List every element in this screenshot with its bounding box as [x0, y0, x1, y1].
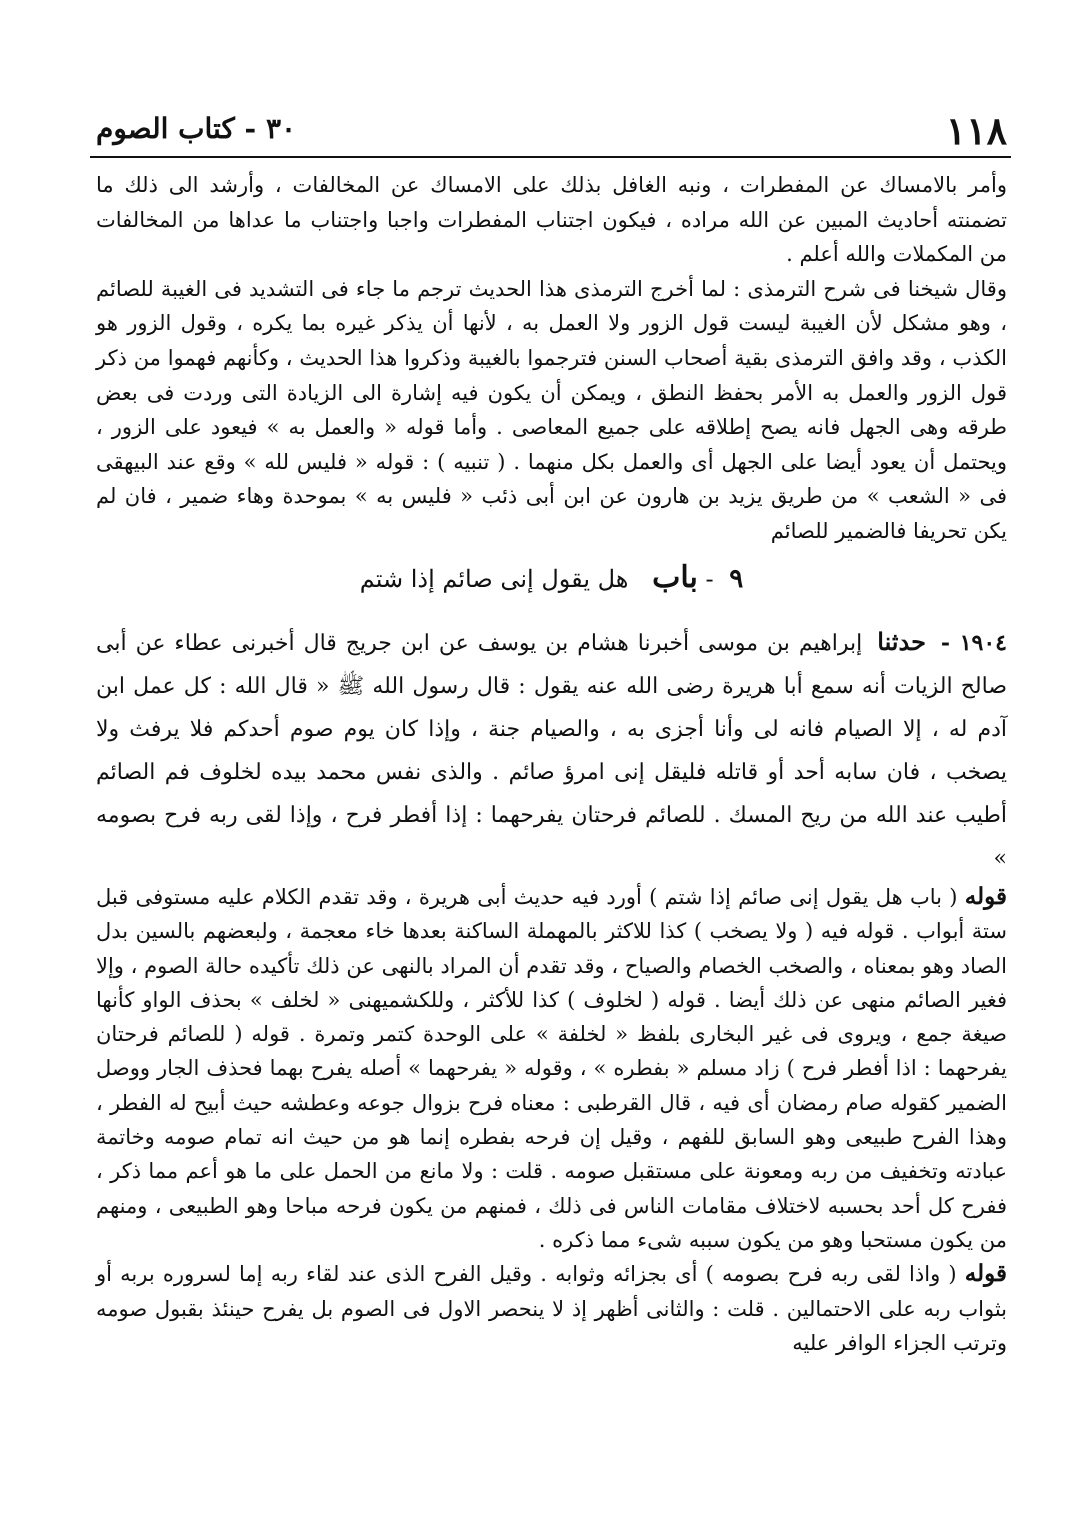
chapter-dash: -: [705, 565, 714, 593]
header-divider: [90, 156, 1011, 158]
sharh-paragraph: [96, 1257, 1007, 1360]
commentary-block: [96, 168, 1007, 549]
page-header: [96, 108, 1007, 152]
hadith-haddathana: حدثنا: [877, 627, 926, 656]
hadith-text-paragraph: [96, 620, 1007, 880]
hadith-number: ١٩٠٤ -: [940, 630, 1007, 656]
chapter-number: ٩: [729, 564, 744, 594]
sharh-text: ( باب هل يقول إنى صائم إذا شتم ) أورد فيه حديث أبى هريرة ، وقد تقدم الكلام عليه مستوفى قبل ستة أبواب . قوله فيه ( ولا يصخب ) كذا للاكثر بالمهملة الساكنة بعدها خاء معجمة ، ولبعضهم بالسين بدل الصاد وهو بمعناه ، والصخب الخصام والصياح ، وقد تقدم أن المراد بالنهى عن ذلك تأكيده حالة الصوم ، وإلا فغير الصائم منهى عن ذلك أيضا . قوله ( لخلوف ) كذا للأكثر ، وللكشميهنى « لخلف » بحذف الواو كأنها صيغة جمع ، ويروى فى غير البخارى بلفظ « لخلفة » على الوحدة كتمر وتمرة . قوله ( للصائم فرحتان يفرحهما : اذا أفطر فرح ) زاد مسلم « بفطره » ، وقوله « يفرحهما » أصله يفرح بهما فحذف الجار ووصل الضمير كقوله صام رمضان أى فيه ، قال القرطبى : معناه فرح بزوال جوعه وعطشه حيث أبيح له الفطر ، وهذا الفرح طبيعى وهو السابق للفهم ، وقيل إن فرحه بفطره إنما هو من حيث انه تمام صومه وخاتمة عبادته وتخفيف من ربه ومعونة على مستقبل صومه . قلت : ولا مانع من الحمل على ما هو أعم مما ذكر ، ففرح كل أحد بحسبه لاختلاف مقامات الناس فى ذلك ، فمنهم من يكون فرحه مباحا وهو الطبيعى ، ومنهم من يكون مستحبا وهو من يكون سببه شىء مما ذكره .: [96, 885, 1007, 1252]
sharh-text: ( واذا لقى ربه فرح بصومه ) أى بجزائه وثوابه . وقيل الفرح الذى عند لقاء ربه إما لسروره بربه أو بثواب ربه على الاحتمالين . قلت : والثانى أظهر إذ لا ينحصر الاول فى الصوم بل يفرح حينئذ بقبول صومه وترتب الجزاء الوافر عليه: [96, 1262, 1007, 1355]
chapter-title: هل يقول إنى صائم إذا شتم: [359, 565, 629, 593]
chapter-word: باب: [652, 560, 698, 595]
chapter-heading: [96, 560, 1007, 604]
commentary-paragraph: وقال شيخنا فى شرح الترمذى : لما أخرج الترمذى هذا الحديث ترجم ما جاء فى التشديد فى الغيبة للصائم ، وهو مشكل لأن الغيبة ليست قول الزور ولا العمل به ، لأنها أن يذكر غيره بما يكره ، وقول الزور هو الكذب ، وقد وافق الترمذى بقية أصحاب السنن فترجموا بالغيبة وذكروا هذا الحديث ، وكأنهم فهموا من ذكر قول الزور والعمل به الأمر بحفظ النطق ، ويمكن أن يكون فيه إشارة الى الزيادة التى وردت فى بعض طرقه وهى الجهل فانه يصح إطلاقه على جميع المعاصى . وأما قوله « والعمل به » فيعود على الزور ، ويحتمل أن يعود أيضا على الجهل أى والعمل بكل منهما . ( تنبيه ) : قوله « فليس لله » وقع عند البيهقى فى « الشعب » من طريق يزيد بن هارون عن ابن أبى ذئب « فليس به » بموحدة وهاء ضمير ، فان لم يكن تحريفا فالضمير للصائم: [96, 276, 1007, 543]
running-title: ٣٠ - كتاب الصوم: [96, 112, 297, 145]
sharh-block: [96, 880, 1007, 1360]
commentary-paragraph: وأمر بالامساك عن المفطرات ، ونبه الغافل بذلك على الامساك عن المخالفات ، وأرشد الى ذلك ما تضمنته أحاديث المبين عن الله مراده ، فيكون اجتناب المفطرات واجبا واجتناب ما عداها من المخالفات من المكملات والله أعلم .: [96, 173, 1007, 267]
sharh-lead-word: قوله: [964, 883, 1007, 910]
page-number: ١١٨: [945, 108, 1007, 153]
hadith-text: إبراهيم بن موسى أخبرنا هشام بن يوسف عن ابن جريج قال أخبرنى عطاء عن أبى صالح الزيات أنه سمع أبا هريرة رضى الله عنه يقول : قال رسول الله ﷺ « قال الله : كل عمل ابن آدم له ، إلا الصيام فانه لى وأنا أجزى به ، والصيام جنة ، وإذا كان يوم صوم أحدكم فلا يرفث ولا يصخب ، فان سابه أحد أو قاتله فليقل إنى امرؤ صائم . والذى نفس محمد بيده لخلوف فم الصائم أطيب عند الله من ريح المسك . للصائم فرحتان يفرحهما : إذا أفطر فرح ، وإذا لقى ربه فرح بصومه »: [96, 631, 1008, 871]
sharh-lead-word: قوله: [964, 1260, 1007, 1288]
hadith-block: [96, 620, 1007, 880]
sharh-paragraph: [96, 880, 1007, 1257]
